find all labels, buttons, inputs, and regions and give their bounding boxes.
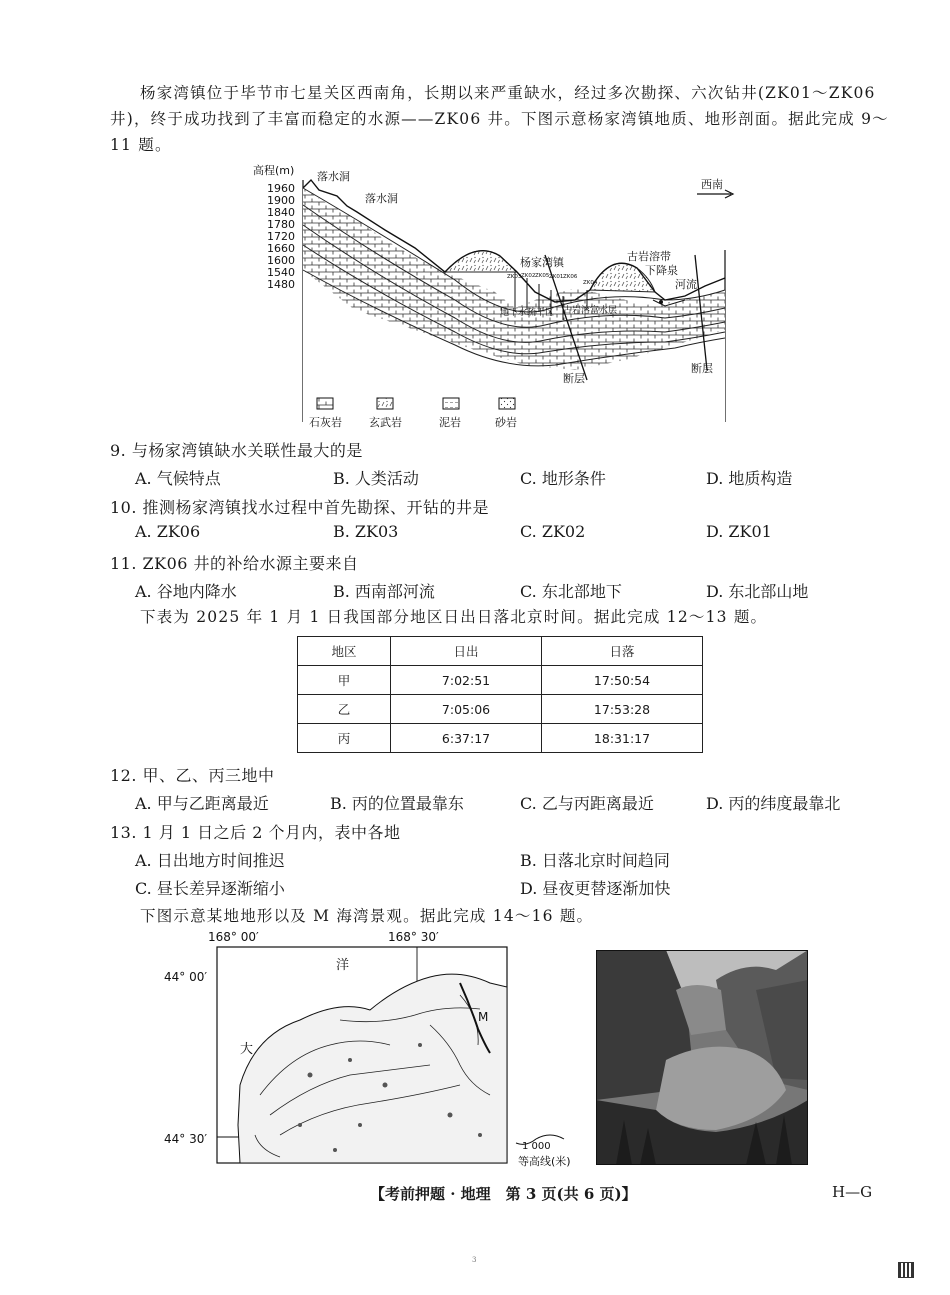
label-town: 杨家湾镇 xyxy=(520,256,564,269)
header-cell: 日出 xyxy=(391,637,542,666)
y-tick: 1780 xyxy=(267,218,295,231)
ocean-char-2: 洋 xyxy=(336,958,350,973)
table-row xyxy=(298,666,703,695)
qr-code-icon xyxy=(898,1262,914,1278)
q11-option-c: C. 东北部地下 xyxy=(520,582,622,601)
label-fault-1: 断层 xyxy=(563,372,585,385)
label-karst-zone: 古岩溶带 xyxy=(627,250,671,263)
label-sinkhole-2: 落水洞 xyxy=(365,192,398,205)
q12-option-d: D. 丙的纬度最靠北 xyxy=(706,794,841,813)
q10-option-b: B. ZK03 xyxy=(333,522,399,541)
latitude-label-2: 44° 30′ xyxy=(164,1132,208,1146)
y-tick: 1960 xyxy=(267,182,295,195)
well-label: ZK02 xyxy=(521,273,536,279)
label-aquifer: 古岩溶富水层 xyxy=(563,306,618,316)
y-tick: 1600 xyxy=(267,254,295,267)
table-row xyxy=(298,724,703,753)
q10-option-a: A. ZK06 xyxy=(135,522,201,541)
table-cell: 7:02:51 xyxy=(391,666,542,695)
label-spring: 下降泉 xyxy=(645,264,678,277)
intro-paragraph-3: 下图示意某地地形以及 M 海湾景观。据此完成 14～16 题。 xyxy=(140,907,594,925)
y-tick: 1840 xyxy=(267,206,295,219)
geologic-profile-figure xyxy=(245,160,745,435)
label-sinkhole-1: 落水洞 xyxy=(317,170,350,183)
table-cell: 17:53:28 xyxy=(542,695,703,724)
q11-option-d: D. 东北部山地 xyxy=(706,582,809,601)
y-tick: 1900 xyxy=(267,194,295,207)
legend-limestone: 石灰岩 xyxy=(309,416,342,429)
question-13-stem: 13. 1 月 1 日之后 2 个月内，表中各地 xyxy=(110,823,401,842)
table-cell: 6:37:17 xyxy=(391,724,542,753)
ocean-char-1: 大 xyxy=(240,1042,254,1057)
direction-arrow-icon xyxy=(697,190,733,198)
q12-option-c: C. 乙与丙距离最近 xyxy=(520,794,654,813)
q9-option-c: C. 地形条件 xyxy=(520,469,606,488)
q9-option-a: A. 气候特点 xyxy=(135,469,221,488)
q11-option-a: A. 谷地内降水 xyxy=(135,582,237,601)
bay-m-label: M xyxy=(478,1010,489,1024)
page-footer-title: 【考前押题 · 地理 第 3 页(共 6 页)】 xyxy=(370,1185,637,1203)
bay-m-photo xyxy=(596,950,808,1165)
table-cell: 7:05:06 xyxy=(391,695,542,724)
well-label: ZK04 xyxy=(583,280,598,286)
q11-option-b: B. 西南部河流 xyxy=(333,582,435,601)
q9-option-b: B. 人类活动 xyxy=(333,469,419,488)
label-fault-2: 断层 xyxy=(691,362,713,375)
intro-paragraph-1: 杨家湾镇位于毕节市七星关区西南角，长期以来严重缺水，经过多次勘探、六次钻井(ZK01～ZK06 井)，终于成功找到了丰富而稳定的水源——ZK06 井。下图示意杨家湾镇地质、地形剖面。据此完成 9～11 题。 xyxy=(110,84,889,154)
q10-option-d: D. ZK01 xyxy=(706,522,772,541)
page-footer-code: H—G xyxy=(832,1183,873,1201)
latitude-label-1: 44° 00′ xyxy=(164,970,208,984)
well-label: ZK06 xyxy=(563,274,578,280)
longitude-label-1: 168° 00′ xyxy=(208,930,259,944)
q10-option-c: C. ZK02 xyxy=(520,522,586,541)
q13-option-a: A. 日出地方时间推迟 xyxy=(135,851,285,870)
question-12-stem: 12. 甲、乙、丙三地中 xyxy=(110,766,275,785)
sunrise-sunset-table xyxy=(297,636,703,753)
q9-option-d: D. 地质构造 xyxy=(706,469,793,488)
intro-paragraph-2: 下表为 2025 年 1 月 1 日我国部分地区日出日落北京时间。据此完成 12～13 题。 xyxy=(140,608,768,626)
well-labels xyxy=(507,273,598,286)
contour-legend xyxy=(516,1135,571,1168)
well-label: ZK03 xyxy=(507,274,522,280)
label-dry-zone: 地下水疏干区 xyxy=(500,308,555,318)
q13-option-c: C. 昼长差异逐渐缩小 xyxy=(135,879,285,898)
y-tick: 1660 xyxy=(267,242,295,255)
table-header-row xyxy=(298,637,703,666)
y-axis-ticks xyxy=(267,182,295,291)
q12-option-a: A. 甲与乙距离最近 xyxy=(135,794,269,813)
y-tick: 1480 xyxy=(267,278,295,291)
header-cell: 日落 xyxy=(542,637,703,666)
q12-option-b: B. 丙的位置最靠东 xyxy=(330,794,464,813)
contour-legend-label: 等高线(米) xyxy=(518,1155,571,1168)
topographic-map xyxy=(160,925,590,1175)
page-mark: 3 xyxy=(472,1256,477,1264)
question-11-stem: 11. ZK06 井的补给水源主要来自 xyxy=(110,554,359,573)
table-cell: 18:31:17 xyxy=(542,724,703,753)
question-9-stem: 9. 与杨家湾镇缺水关联性最大的是 xyxy=(110,441,363,460)
q13-option-d: D. 昼夜更替逐渐加快 xyxy=(520,879,671,898)
direction-label: 西南 xyxy=(701,178,723,191)
legend-sandstone: 砂岩 xyxy=(495,416,517,429)
table-cell: 17:50:54 xyxy=(542,666,703,695)
y-axis-title: 高程(m) xyxy=(253,164,295,177)
legend-basalt: 玄武岩 xyxy=(369,416,402,429)
well-label: ZK01 xyxy=(549,274,564,280)
q13-option-b: B. 日落北京时间趋同 xyxy=(520,851,670,870)
label-river: 河流 xyxy=(675,278,697,291)
y-tick: 1540 xyxy=(267,266,295,279)
contour-value: 1 000 xyxy=(522,1141,551,1152)
table-row xyxy=(298,695,703,724)
header-cell: 地区 xyxy=(298,637,391,666)
legend-mudstone: 泥岩 xyxy=(439,416,461,429)
y-tick: 1720 xyxy=(267,230,295,243)
table-cell: 乙 xyxy=(298,695,391,724)
table-cell: 甲 xyxy=(298,666,391,695)
longitude-label-2: 168° 30′ xyxy=(388,930,439,944)
question-10-stem: 10. 推测杨家湾镇找水过程中首先勘探、开钻的井是 xyxy=(110,498,490,517)
table-cell: 丙 xyxy=(298,724,391,753)
well-label: ZK05 xyxy=(535,273,550,279)
